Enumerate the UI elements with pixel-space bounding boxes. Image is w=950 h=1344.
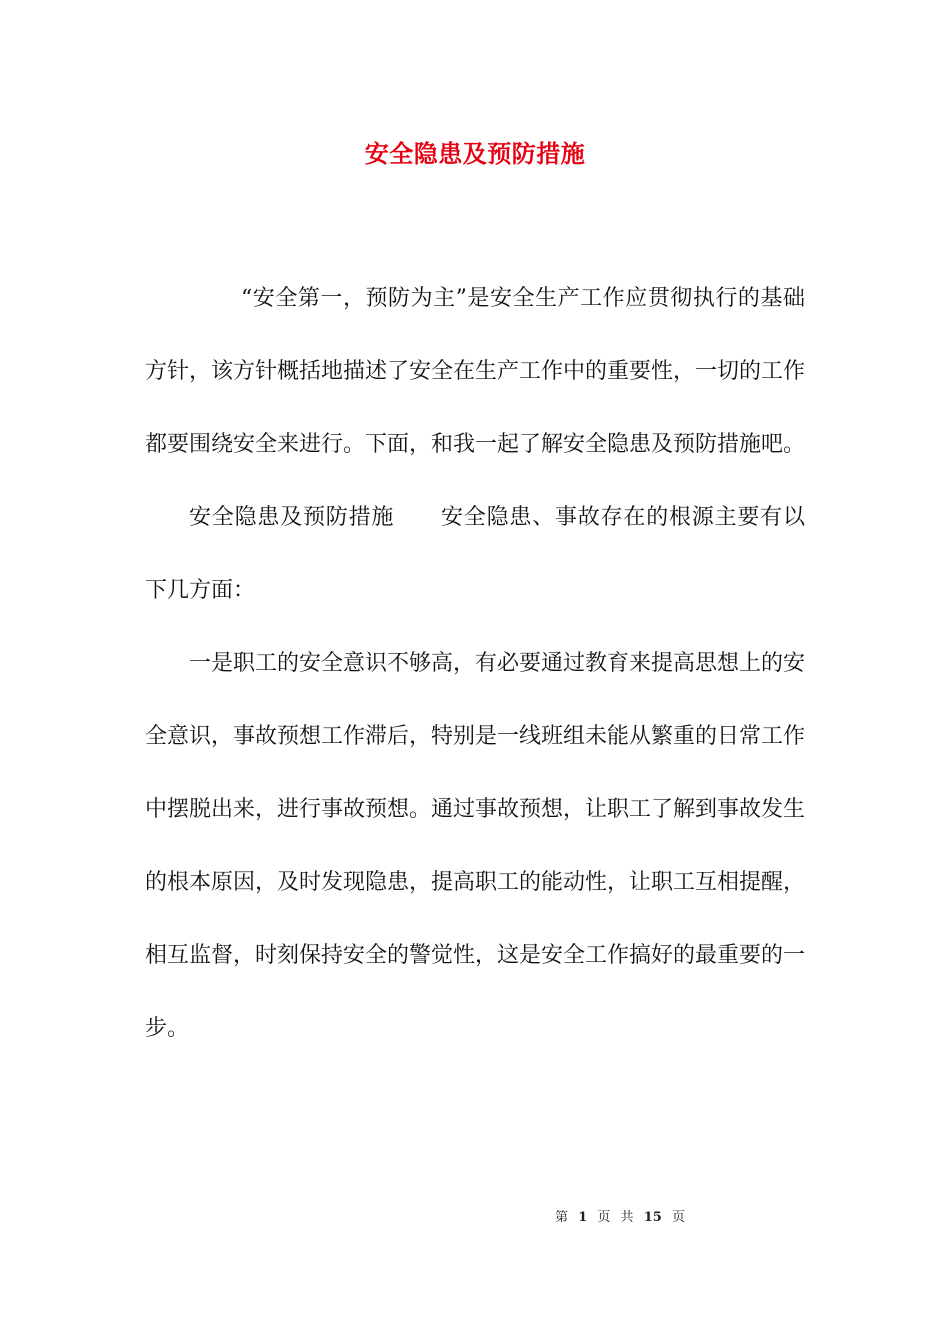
footer-current-page: 1 [578, 1210, 588, 1225]
footer-label-unit: 页 [597, 1210, 611, 1225]
footer-label-unit2: 页 [671, 1210, 685, 1225]
paragraph-intro: “安全第一，预防为主”是安全生产工作应贯彻执行的基础方针，该方针概括地描述了安全在生产工作中的重要性，一切的工作都要围绕安全来进行。下面，和我一起了解安全隐患及预防措施吧。 [145, 286, 806, 457]
document-body [145, 262, 805, 1065]
footer-label-page: 第 [555, 1210, 569, 1225]
paragraph-point-one: 一是职工的安全意识不够高，有必要通过教育来提高思想上的安全意识，事故预想工作滞后，特别是一线班组未能从繁重的日常工作中摆脱出来，进行事故预想。通过事故预想，让职工了解到事故发生的根本原因，及时发现隐患，提高职工的能动性，让职工互相提醒，相互监督，时刻保持安全的警觉性，这是安全工作搞好的最重要的一步。 [145, 651, 806, 1041]
document-title: 安全隐患及预防措施 [364, 139, 586, 168]
paragraph-causes [145, 481, 805, 627]
footer-total-pages: 15 [643, 1210, 662, 1225]
paragraph-causes-text: 安全隐患、事故存在的根源主要有以下几方面： [145, 505, 805, 603]
inline-heading: 安全隐患及预防措施 [189, 505, 395, 530]
footer-label-total: 共 [620, 1210, 634, 1225]
page-footer [0, 1208, 950, 1228]
